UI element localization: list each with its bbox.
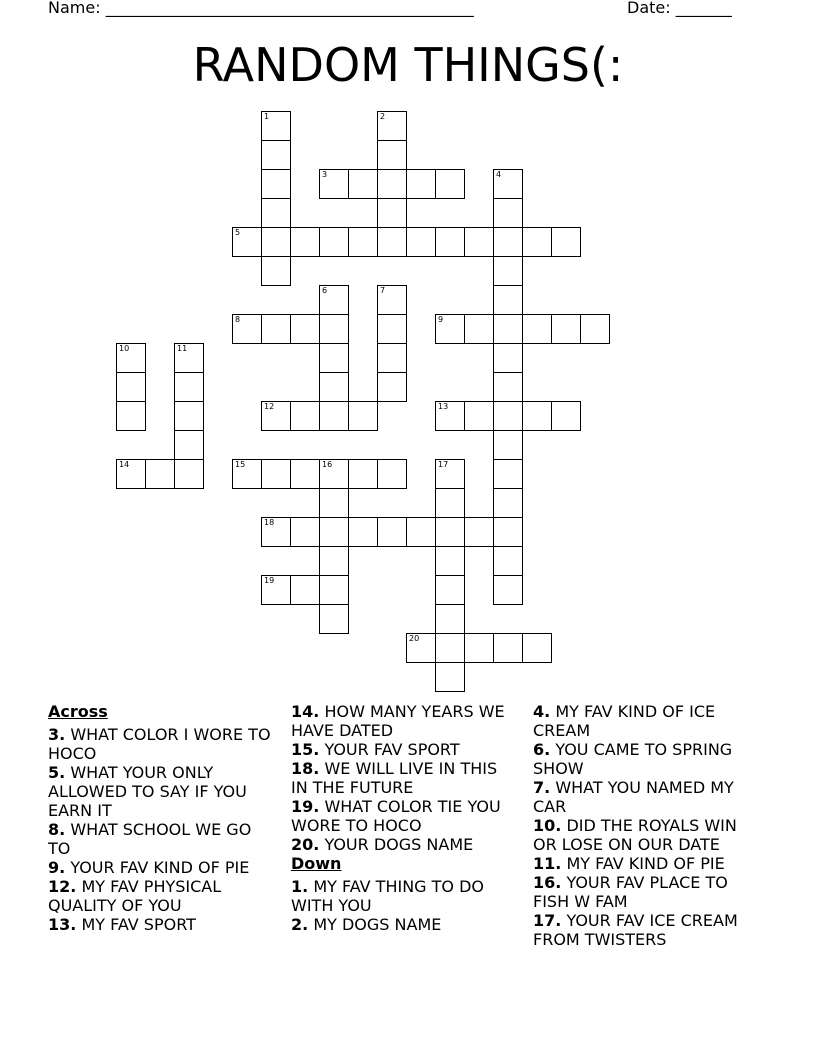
crossword-cell[interactable] bbox=[435, 604, 465, 634]
crossword-cell[interactable] bbox=[493, 343, 523, 373]
down-clue bbox=[291, 915, 517, 934]
crossword-cell[interactable] bbox=[493, 401, 523, 431]
across-clue bbox=[48, 915, 273, 934]
clue-text: MY FAV KIND OF ICE CREAM bbox=[533, 702, 716, 740]
cell-number: 9 bbox=[438, 315, 444, 324]
crossword-cell[interactable] bbox=[377, 111, 407, 141]
clue-number: 8. bbox=[48, 820, 66, 839]
clue-number: 6. bbox=[533, 740, 551, 759]
crossword-cell[interactable] bbox=[377, 169, 407, 199]
crossword-cell[interactable] bbox=[232, 459, 262, 489]
clue-text: WHAT SCHOOL WE GO TO bbox=[48, 820, 252, 858]
down-clue bbox=[533, 911, 765, 949]
crossword-cell[interactable] bbox=[232, 227, 262, 257]
clue-number: 11. bbox=[533, 854, 562, 873]
crossword-cell[interactable] bbox=[435, 314, 465, 344]
clue-text: YOUR FAV SPORT bbox=[324, 740, 460, 759]
clue-text: YOUR DOGS NAME bbox=[324, 835, 474, 854]
cell-number: 20 bbox=[409, 634, 420, 643]
crossword-cell[interactable] bbox=[493, 517, 523, 547]
down-clue bbox=[533, 778, 765, 816]
crossword-cell[interactable] bbox=[493, 169, 523, 199]
cell-number: 4 bbox=[496, 170, 502, 179]
cell-number: 6 bbox=[322, 286, 328, 295]
clue-number: 1. bbox=[291, 877, 309, 896]
crossword-cell[interactable] bbox=[261, 198, 291, 228]
down-clue bbox=[291, 877, 517, 915]
clue-number: 2. bbox=[291, 915, 309, 934]
clue-text: HOW MANY YEARS WE HAVE DATED bbox=[291, 702, 505, 740]
crossword-cell[interactable] bbox=[435, 633, 465, 663]
crossword-cell[interactable] bbox=[522, 633, 552, 663]
crossword-cell[interactable] bbox=[435, 169, 465, 199]
crossword-cell[interactable] bbox=[174, 343, 204, 373]
crossword-cell[interactable] bbox=[348, 401, 378, 431]
crossword-cell[interactable] bbox=[290, 401, 320, 431]
across-clue bbox=[291, 835, 517, 854]
crossword-cell[interactable] bbox=[551, 227, 581, 257]
crossword-cell[interactable] bbox=[319, 343, 349, 373]
down-heading: Down bbox=[291, 854, 342, 873]
crossword-cell[interactable] bbox=[261, 314, 291, 344]
across-clue bbox=[291, 740, 517, 759]
crossword-cell[interactable] bbox=[522, 314, 552, 344]
crossword-cell[interactable] bbox=[377, 517, 407, 547]
date-line[interactable]: _______ bbox=[675, 0, 732, 17]
crossword-cell[interactable] bbox=[290, 517, 320, 547]
clues-column-1 bbox=[48, 702, 273, 934]
across-heading: Across bbox=[48, 702, 108, 721]
clue-text: MY FAV THING TO DO WITH YOU bbox=[291, 877, 485, 915]
crossword-cell[interactable] bbox=[493, 256, 523, 286]
crossword-cell[interactable] bbox=[493, 633, 523, 663]
crossword-cell[interactable] bbox=[261, 401, 291, 431]
crossword-cell[interactable] bbox=[464, 633, 494, 663]
clue-number: 20. bbox=[291, 835, 320, 854]
cell-number: 17 bbox=[438, 460, 449, 469]
crossword-cell[interactable] bbox=[319, 169, 349, 199]
crossword-cell[interactable] bbox=[319, 372, 349, 402]
cell-number: 1 bbox=[264, 112, 270, 121]
crossword-cell[interactable] bbox=[406, 517, 436, 547]
crossword-cell[interactable] bbox=[435, 517, 465, 547]
crossword-cell[interactable] bbox=[261, 227, 291, 257]
down-clue bbox=[533, 854, 765, 873]
crossword-cell[interactable] bbox=[232, 314, 262, 344]
clue-number: 17. bbox=[533, 911, 562, 930]
crossword-cell[interactable] bbox=[290, 314, 320, 344]
cell-number: 7 bbox=[380, 286, 386, 295]
down-clue bbox=[533, 740, 765, 778]
across-clue bbox=[48, 820, 273, 858]
crossword-cell[interactable] bbox=[174, 372, 204, 402]
crossword-cell[interactable] bbox=[261, 575, 291, 605]
cell-number: 16 bbox=[322, 460, 333, 469]
date-label: Date: bbox=[627, 0, 671, 17]
crossword-cell[interactable] bbox=[522, 227, 552, 257]
crossword-cell[interactable] bbox=[261, 169, 291, 199]
crossword-cell[interactable] bbox=[435, 488, 465, 518]
crossword-cell[interactable] bbox=[435, 459, 465, 489]
crossword-cell[interactable] bbox=[377, 140, 407, 170]
crossword-cell[interactable] bbox=[348, 517, 378, 547]
crossword-cell[interactable] bbox=[435, 401, 465, 431]
crossword-cell[interactable] bbox=[174, 459, 204, 489]
crossword-cell[interactable] bbox=[377, 198, 407, 228]
across-clue bbox=[291, 797, 517, 835]
clue-text: YOUR FAV ICE CREAM FROM TWISTERS bbox=[533, 911, 738, 949]
down-clue bbox=[533, 702, 765, 740]
crossword-cell[interactable] bbox=[261, 256, 291, 286]
crossword-cell[interactable] bbox=[261, 459, 291, 489]
clue-number: 15. bbox=[291, 740, 320, 759]
down-clue bbox=[533, 816, 765, 854]
crossword-cell[interactable] bbox=[116, 401, 146, 431]
crossword-cell[interactable] bbox=[319, 488, 349, 518]
crossword-cell[interactable] bbox=[261, 111, 291, 141]
clue-text: YOUR FAV PLACE TO FISH W FAM bbox=[533, 873, 728, 911]
clues-column-2 bbox=[291, 702, 517, 934]
clue-text: MY FAV SPORT bbox=[81, 915, 196, 934]
crossword-cell[interactable] bbox=[319, 517, 349, 547]
page-title: RANDOM THINGS(: bbox=[192, 38, 624, 92]
crossword-cell[interactable] bbox=[493, 285, 523, 315]
crossword-cell[interactable] bbox=[319, 314, 349, 344]
crossword-cell[interactable] bbox=[319, 546, 349, 576]
clue-number: 7. bbox=[533, 778, 551, 797]
crossword-cell[interactable] bbox=[435, 227, 465, 257]
cell-number: 5 bbox=[235, 228, 241, 237]
crossword-cell[interactable] bbox=[348, 169, 378, 199]
crossword-cell[interactable] bbox=[377, 372, 407, 402]
crossword-cell[interactable] bbox=[406, 633, 436, 663]
crossword-cell[interactable] bbox=[435, 662, 465, 692]
crossword-cell[interactable] bbox=[493, 546, 523, 576]
crossword-cell[interactable] bbox=[261, 517, 291, 547]
clue-text: WE WILL LIVE IN THIS IN THE FUTURE bbox=[291, 759, 498, 797]
down-clue bbox=[533, 873, 765, 911]
cell-number: 8 bbox=[235, 315, 241, 324]
crossword-cell[interactable] bbox=[319, 401, 349, 431]
clue-number: 4. bbox=[533, 702, 551, 721]
across-clue bbox=[291, 702, 517, 740]
clue-number: 19. bbox=[291, 797, 320, 816]
name-label: Name: bbox=[48, 0, 101, 17]
name-line[interactable]: ______________________________________________ bbox=[105, 0, 474, 17]
clue-number: 18. bbox=[291, 759, 320, 778]
cell-number: 12 bbox=[264, 402, 275, 411]
clue-text: DID THE ROYALS WIN OR LOSE ON OUR DATE bbox=[533, 816, 737, 854]
across-clue bbox=[48, 877, 273, 915]
crossword-cell[interactable] bbox=[493, 227, 523, 257]
crossword-cell[interactable] bbox=[290, 227, 320, 257]
crossword-cell[interactable] bbox=[493, 575, 523, 605]
clue-text: WHAT YOU NAMED MY CAR bbox=[533, 778, 734, 816]
crossword-cell[interactable] bbox=[580, 314, 610, 344]
crossword-cell[interactable] bbox=[464, 401, 494, 431]
crossword-cell[interactable] bbox=[319, 227, 349, 257]
across-clue bbox=[48, 763, 273, 820]
crossword-cell[interactable] bbox=[406, 169, 436, 199]
clue-text: MY FAV KIND OF PIE bbox=[566, 854, 725, 873]
crossword-cell[interactable] bbox=[377, 343, 407, 373]
crossword-cell[interactable] bbox=[464, 517, 494, 547]
crossword-cell[interactable] bbox=[319, 575, 349, 605]
crossword-cell[interactable] bbox=[116, 459, 146, 489]
cell-number: 14 bbox=[119, 460, 130, 469]
cell-number: 3 bbox=[322, 170, 328, 179]
clue-number: 5. bbox=[48, 763, 66, 782]
crossword-cell[interactable] bbox=[464, 314, 494, 344]
crossword-cell[interactable] bbox=[551, 401, 581, 431]
across-clue bbox=[291, 759, 517, 797]
cell-number: 18 bbox=[264, 518, 275, 527]
cell-number: 2 bbox=[380, 112, 386, 121]
clue-number: 3. bbox=[48, 725, 66, 744]
crossword-cell[interactable] bbox=[522, 401, 552, 431]
across-clue bbox=[48, 858, 273, 877]
clue-number: 9. bbox=[48, 858, 66, 877]
crossword-cell[interactable] bbox=[435, 546, 465, 576]
crossword-cell[interactable] bbox=[493, 488, 523, 518]
clues-column-3 bbox=[533, 702, 765, 949]
crossword-cell[interactable] bbox=[551, 314, 581, 344]
crossword-cell[interactable] bbox=[116, 372, 146, 402]
crossword-cell[interactable] bbox=[493, 314, 523, 344]
cell-number: 13 bbox=[438, 402, 449, 411]
crossword-cell[interactable] bbox=[319, 604, 349, 634]
clue-number: 10. bbox=[533, 816, 562, 835]
crossword-cell[interactable] bbox=[435, 575, 465, 605]
clue-text: WHAT COLOR I WORE TO HOCO bbox=[48, 725, 271, 763]
crossword-cell[interactable] bbox=[493, 430, 523, 460]
crossword-cell[interactable] bbox=[319, 285, 349, 315]
crossword-cell[interactable] bbox=[116, 343, 146, 373]
cell-number: 11 bbox=[177, 344, 188, 353]
crossword-cell[interactable] bbox=[464, 227, 494, 257]
crossword-cell[interactable] bbox=[493, 198, 523, 228]
crossword-cell[interactable] bbox=[290, 459, 320, 489]
clue-text: MY FAV PHYSICAL QUALITY OF YOU bbox=[48, 877, 222, 915]
clue-text: YOUR FAV KIND OF PIE bbox=[70, 858, 250, 877]
clue-number: 14. bbox=[291, 702, 320, 721]
clue-text: WHAT YOUR ONLY ALLOWED TO SAY IF YOU EARN IT bbox=[48, 763, 247, 820]
across-clue bbox=[48, 725, 273, 763]
cell-number: 15 bbox=[235, 460, 246, 469]
crossword-cell[interactable] bbox=[406, 227, 436, 257]
clue-number: 12. bbox=[48, 877, 77, 896]
clue-number: 13. bbox=[48, 915, 77, 934]
crossword-cell[interactable] bbox=[319, 459, 349, 489]
crossword-cell[interactable] bbox=[348, 227, 378, 257]
crossword-cell[interactable] bbox=[290, 575, 320, 605]
clue-text: YOU CAME TO SPRING SHOW bbox=[533, 740, 733, 778]
cell-number: 10 bbox=[119, 344, 130, 353]
clue-text: WHAT COLOR TIE YOU WORE TO HOCO bbox=[291, 797, 501, 835]
crossword-cell[interactable] bbox=[145, 459, 175, 489]
clue-text: MY DOGS NAME bbox=[313, 915, 442, 934]
crossword-cell[interactable] bbox=[377, 314, 407, 344]
crossword-cell[interactable] bbox=[493, 459, 523, 489]
crossword-cell[interactable] bbox=[377, 285, 407, 315]
crossword-cell[interactable] bbox=[377, 459, 407, 489]
crossword-cell[interactable] bbox=[377, 227, 407, 257]
crossword-cell[interactable] bbox=[174, 401, 204, 431]
crossword-cell[interactable] bbox=[348, 459, 378, 489]
crossword-cell[interactable] bbox=[493, 372, 523, 402]
crossword-cell[interactable] bbox=[174, 430, 204, 460]
cell-number: 19 bbox=[264, 576, 275, 585]
crossword-cell[interactable] bbox=[261, 140, 291, 170]
clue-number: 16. bbox=[533, 873, 562, 892]
